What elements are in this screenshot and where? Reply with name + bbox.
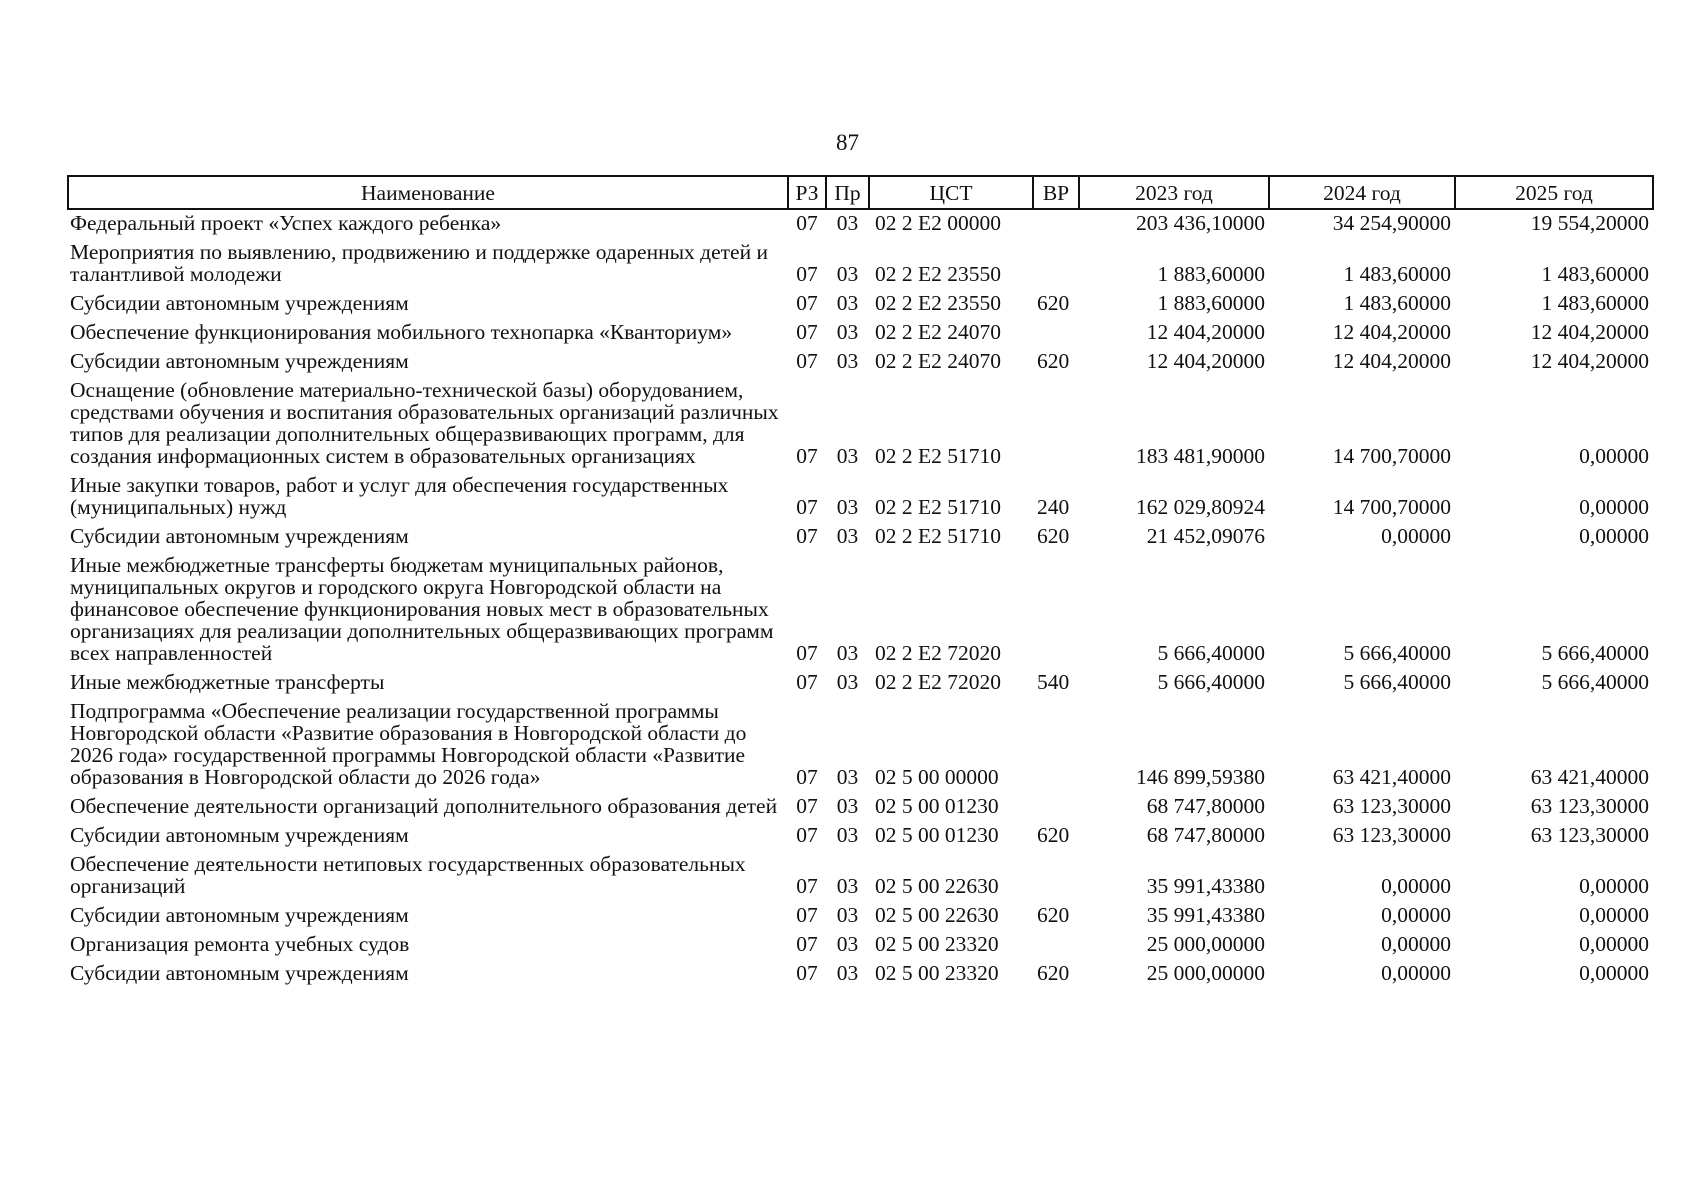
cell-vr: 620 <box>1037 291 1070 315</box>
cell-rz: 07 <box>796 794 818 818</box>
cell-2025: 1 483,60000 <box>1541 291 1649 315</box>
table-row <box>68 552 1653 669</box>
cell-2023: 146 899,59380 <box>1136 765 1265 789</box>
cell-2025: 0,00000 <box>1579 932 1649 956</box>
cell-2024: 12 404,20000 <box>1332 320 1451 344</box>
cell-name: Субсидии автономным учреждениям <box>70 291 409 315</box>
table-row <box>68 377 1653 472</box>
cell-pr: 03 <box>836 794 859 818</box>
cell-vr <box>1033 239 1079 290</box>
cell-vr <box>1033 377 1079 472</box>
cell-vr <box>1033 552 1079 669</box>
cell-rz: 07 <box>796 262 818 286</box>
cell-pr: 03 <box>836 670 859 694</box>
cell-cst: 02 5 00 23320 <box>875 961 999 985</box>
cell-cst: 02 2 E2 23550 <box>875 262 1002 286</box>
cell-name: Обеспечение деятельности нетиповых государственных образовательных организаций <box>70 852 746 898</box>
cell-2023: 183 481,90000 <box>1136 444 1265 468</box>
cell-cst: 02 2 E2 24070 <box>875 320 1002 344</box>
cell-2024: 5 666,40000 <box>1343 641 1451 665</box>
cell-cst: 02 2 E2 51710 <box>875 495 1002 519</box>
table-row <box>68 931 1653 960</box>
cell-pr: 03 <box>836 961 859 985</box>
cell-name: Субсидии автономным учреждениям <box>70 903 409 927</box>
cell-2024: 1 483,60000 <box>1343 291 1451 315</box>
cell-vr <box>1033 793 1079 822</box>
cell-vr <box>1033 698 1079 793</box>
cell-2025: 0,00000 <box>1579 524 1649 548</box>
cell-pr: 03 <box>836 320 859 344</box>
cell-2024: 34 254,90000 <box>1332 211 1451 235</box>
cell-name: Иные межбюджетные трансферты бюджетам муниципальных районов, муниципальных округов и городского округа Новгородской области на финансовое обеспечение функционирования новых мест в образовательных организациях для реализации дополнительных общеразвивающих программ всех направленностей <box>70 553 774 665</box>
cell-vr <box>1033 851 1079 902</box>
cell-2025: 12 404,20000 <box>1530 349 1649 373</box>
header-vr: ВР <box>1033 176 1079 209</box>
cell-2024: 0,00000 <box>1381 932 1451 956</box>
cell-pr: 03 <box>836 823 859 847</box>
cell-rz: 07 <box>796 903 818 927</box>
cell-2025: 5 666,40000 <box>1541 641 1649 665</box>
cell-2025: 0,00000 <box>1579 903 1649 927</box>
cell-cst: 02 5 00 22630 <box>875 874 999 898</box>
header-pr: Пр <box>826 176 869 209</box>
cell-rz: 07 <box>796 320 818 344</box>
cell-rz: 07 <box>796 211 818 235</box>
cell-2024: 0,00000 <box>1381 874 1451 898</box>
header-2023: 2023 год <box>1079 176 1269 209</box>
cell-2023: 12 404,20000 <box>1146 349 1265 373</box>
cell-2023: 162 029,80924 <box>1136 495 1265 519</box>
table-body <box>68 209 1653 989</box>
cell-vr: 620 <box>1037 349 1070 373</box>
cell-rz: 07 <box>796 823 818 847</box>
table-row <box>68 472 1653 523</box>
cell-2023: 25 000,00000 <box>1146 932 1265 956</box>
cell-pr: 03 <box>836 495 859 519</box>
cell-cst: 02 5 00 01230 <box>875 794 999 818</box>
cell-cst: 02 2 E2 51710 <box>875 444 1002 468</box>
cell-2023: 68 747,80000 <box>1146 794 1265 818</box>
cell-2025: 19 554,20000 <box>1530 211 1649 235</box>
header-name: Наименование <box>68 176 788 209</box>
table-row <box>68 822 1653 851</box>
cell-cst: 02 5 00 22630 <box>875 903 999 927</box>
cell-2024: 14 700,70000 <box>1332 444 1451 468</box>
cell-pr: 03 <box>836 349 859 373</box>
cell-2023: 5 666,40000 <box>1157 641 1265 665</box>
header-row <box>68 176 1653 209</box>
cell-pr: 03 <box>836 903 859 927</box>
cell-name: Иные закупки товаров, работ и услуг для обеспечения государственных (муниципальных) нужд <box>70 473 729 519</box>
cell-cst: 02 5 00 01230 <box>875 823 999 847</box>
cell-rz: 07 <box>796 765 818 789</box>
cell-rz: 07 <box>796 495 818 519</box>
cell-name: Федеральный проект «Успех каждого ребенка» <box>70 211 502 235</box>
cell-name: Субсидии автономным учреждениям <box>70 823 409 847</box>
cell-cst: 02 2 E2 00000 <box>875 211 1002 235</box>
cell-2024: 1 483,60000 <box>1343 262 1451 286</box>
cell-2025: 0,00000 <box>1579 961 1649 985</box>
cell-rz: 07 <box>796 291 818 315</box>
cell-2024: 14 700,70000 <box>1332 495 1451 519</box>
cell-vr: 620 <box>1037 903 1070 927</box>
cell-pr: 03 <box>836 262 859 286</box>
cell-vr <box>1033 209 1079 239</box>
cell-name: Мероприятия по выявлению, продвижению и поддержке одаренных детей и талантливой молодежи <box>70 240 768 286</box>
cell-name: Оснащение (обновление материально-технической базы) оборудованием, средствами обучения и воспитания образовательных организаций различных типов для реализации дополнительных общеразвивающих программ, для создания информационных систем в образовательных организациях <box>70 378 779 468</box>
cell-pr: 03 <box>836 765 859 789</box>
cell-vr: 620 <box>1037 524 1070 548</box>
cell-rz: 07 <box>796 670 818 694</box>
cell-pr: 03 <box>836 932 859 956</box>
cell-name: Организация ремонта учебных судов <box>70 932 410 956</box>
cell-rz: 07 <box>796 444 818 468</box>
budget-table <box>67 175 1654 989</box>
table-row <box>68 698 1653 793</box>
table-row <box>68 669 1653 698</box>
cell-2025: 12 404,20000 <box>1530 320 1649 344</box>
table-header <box>68 176 1653 209</box>
cell-cst: 02 5 00 00000 <box>875 765 999 789</box>
cell-2024: 63 123,30000 <box>1332 823 1451 847</box>
cell-2023: 68 747,80000 <box>1146 823 1265 847</box>
cell-2025: 1 483,60000 <box>1541 262 1649 286</box>
cell-2023: 35 991,43380 <box>1146 874 1265 898</box>
cell-pr: 03 <box>836 444 859 468</box>
cell-vr: 240 <box>1037 495 1070 519</box>
table-row <box>68 793 1653 822</box>
table-row <box>68 960 1653 989</box>
cell-2024: 0,00000 <box>1381 961 1451 985</box>
cell-2024: 5 666,40000 <box>1343 670 1451 694</box>
cell-2023: 1 883,60000 <box>1157 262 1265 286</box>
cell-vr: 620 <box>1037 961 1070 985</box>
cell-rz: 07 <box>796 524 818 548</box>
cell-pr: 03 <box>836 641 859 665</box>
cell-vr: 540 <box>1037 670 1070 694</box>
cell-2023: 203 436,10000 <box>1136 211 1265 235</box>
cell-2025: 63 123,30000 <box>1530 823 1649 847</box>
cell-name: Субсидии автономным учреждениям <box>70 349 409 373</box>
cell-2025: 63 123,30000 <box>1530 794 1649 818</box>
cell-pr: 03 <box>836 524 859 548</box>
cell-name: Иные межбюджетные трансферты <box>70 670 385 694</box>
table-row <box>68 851 1653 902</box>
header-2024: 2024 год <box>1269 176 1455 209</box>
cell-2024: 0,00000 <box>1381 524 1451 548</box>
cell-name: Субсидии автономным учреждениям <box>70 961 409 985</box>
cell-2023: 35 991,43380 <box>1146 903 1265 927</box>
cell-vr <box>1033 319 1079 348</box>
cell-2024: 0,00000 <box>1381 903 1451 927</box>
cell-cst: 02 2 E2 24070 <box>875 349 1002 373</box>
cell-cst: 02 2 E2 72020 <box>875 641 1002 665</box>
cell-pr: 03 <box>836 291 859 315</box>
cell-2023: 1 883,60000 <box>1157 291 1265 315</box>
table-row <box>68 523 1653 552</box>
table-row <box>68 348 1653 377</box>
cell-vr <box>1033 931 1079 960</box>
cell-rz: 07 <box>796 961 818 985</box>
cell-rz: 07 <box>796 874 818 898</box>
cell-name: Подпрограмма «Обеспечение реализации государственной программы Новгородской области «Развитие образования в Новгородской области до 2026 года» государственной программы Новгородской области «Развитие образования в Новгородской области до 2026 года» <box>70 699 747 789</box>
cell-2025: 0,00000 <box>1579 444 1649 468</box>
cell-2024: 12 404,20000 <box>1332 349 1451 373</box>
cell-2025: 5 666,40000 <box>1541 670 1649 694</box>
page-number: 87 <box>836 130 859 155</box>
cell-2023: 12 404,20000 <box>1146 320 1265 344</box>
cell-vr: 620 <box>1037 823 1070 847</box>
table-row <box>68 209 1653 239</box>
cell-2024: 63 421,40000 <box>1332 765 1451 789</box>
cell-2023: 21 452,09076 <box>1146 524 1265 548</box>
cell-rz: 07 <box>796 641 818 665</box>
cell-cst: 02 5 00 23320 <box>875 932 999 956</box>
cell-2025: 63 421,40000 <box>1530 765 1649 789</box>
cell-2023: 25 000,00000 <box>1146 961 1265 985</box>
cell-cst: 02 2 E2 72020 <box>875 670 1002 694</box>
header-cst: ЦСТ <box>869 176 1033 209</box>
cell-2024: 63 123,30000 <box>1332 794 1451 818</box>
table-row <box>68 290 1653 319</box>
cell-name: Обеспечение деятельности организаций дополнительного образования детей <box>70 794 778 818</box>
cell-pr: 03 <box>836 211 859 235</box>
cell-rz: 07 <box>796 932 818 956</box>
cell-2023: 5 666,40000 <box>1157 670 1265 694</box>
cell-2025: 0,00000 <box>1579 874 1649 898</box>
header-2025: 2025 год <box>1455 176 1653 209</box>
table-row <box>68 902 1653 931</box>
cell-rz: 07 <box>796 349 818 373</box>
table-row <box>68 239 1653 290</box>
cell-2025: 0,00000 <box>1579 495 1649 519</box>
cell-cst: 02 2 E2 51710 <box>875 524 1002 548</box>
header-rz: РЗ <box>788 176 826 209</box>
cell-name: Субсидии автономным учреждениям <box>70 524 409 548</box>
table-row <box>68 319 1653 348</box>
cell-name: Обеспечение функционирования мобильного технопарка «Кванториум» <box>70 320 733 344</box>
cell-pr: 03 <box>836 874 859 898</box>
cell-cst: 02 2 E2 23550 <box>875 291 1002 315</box>
